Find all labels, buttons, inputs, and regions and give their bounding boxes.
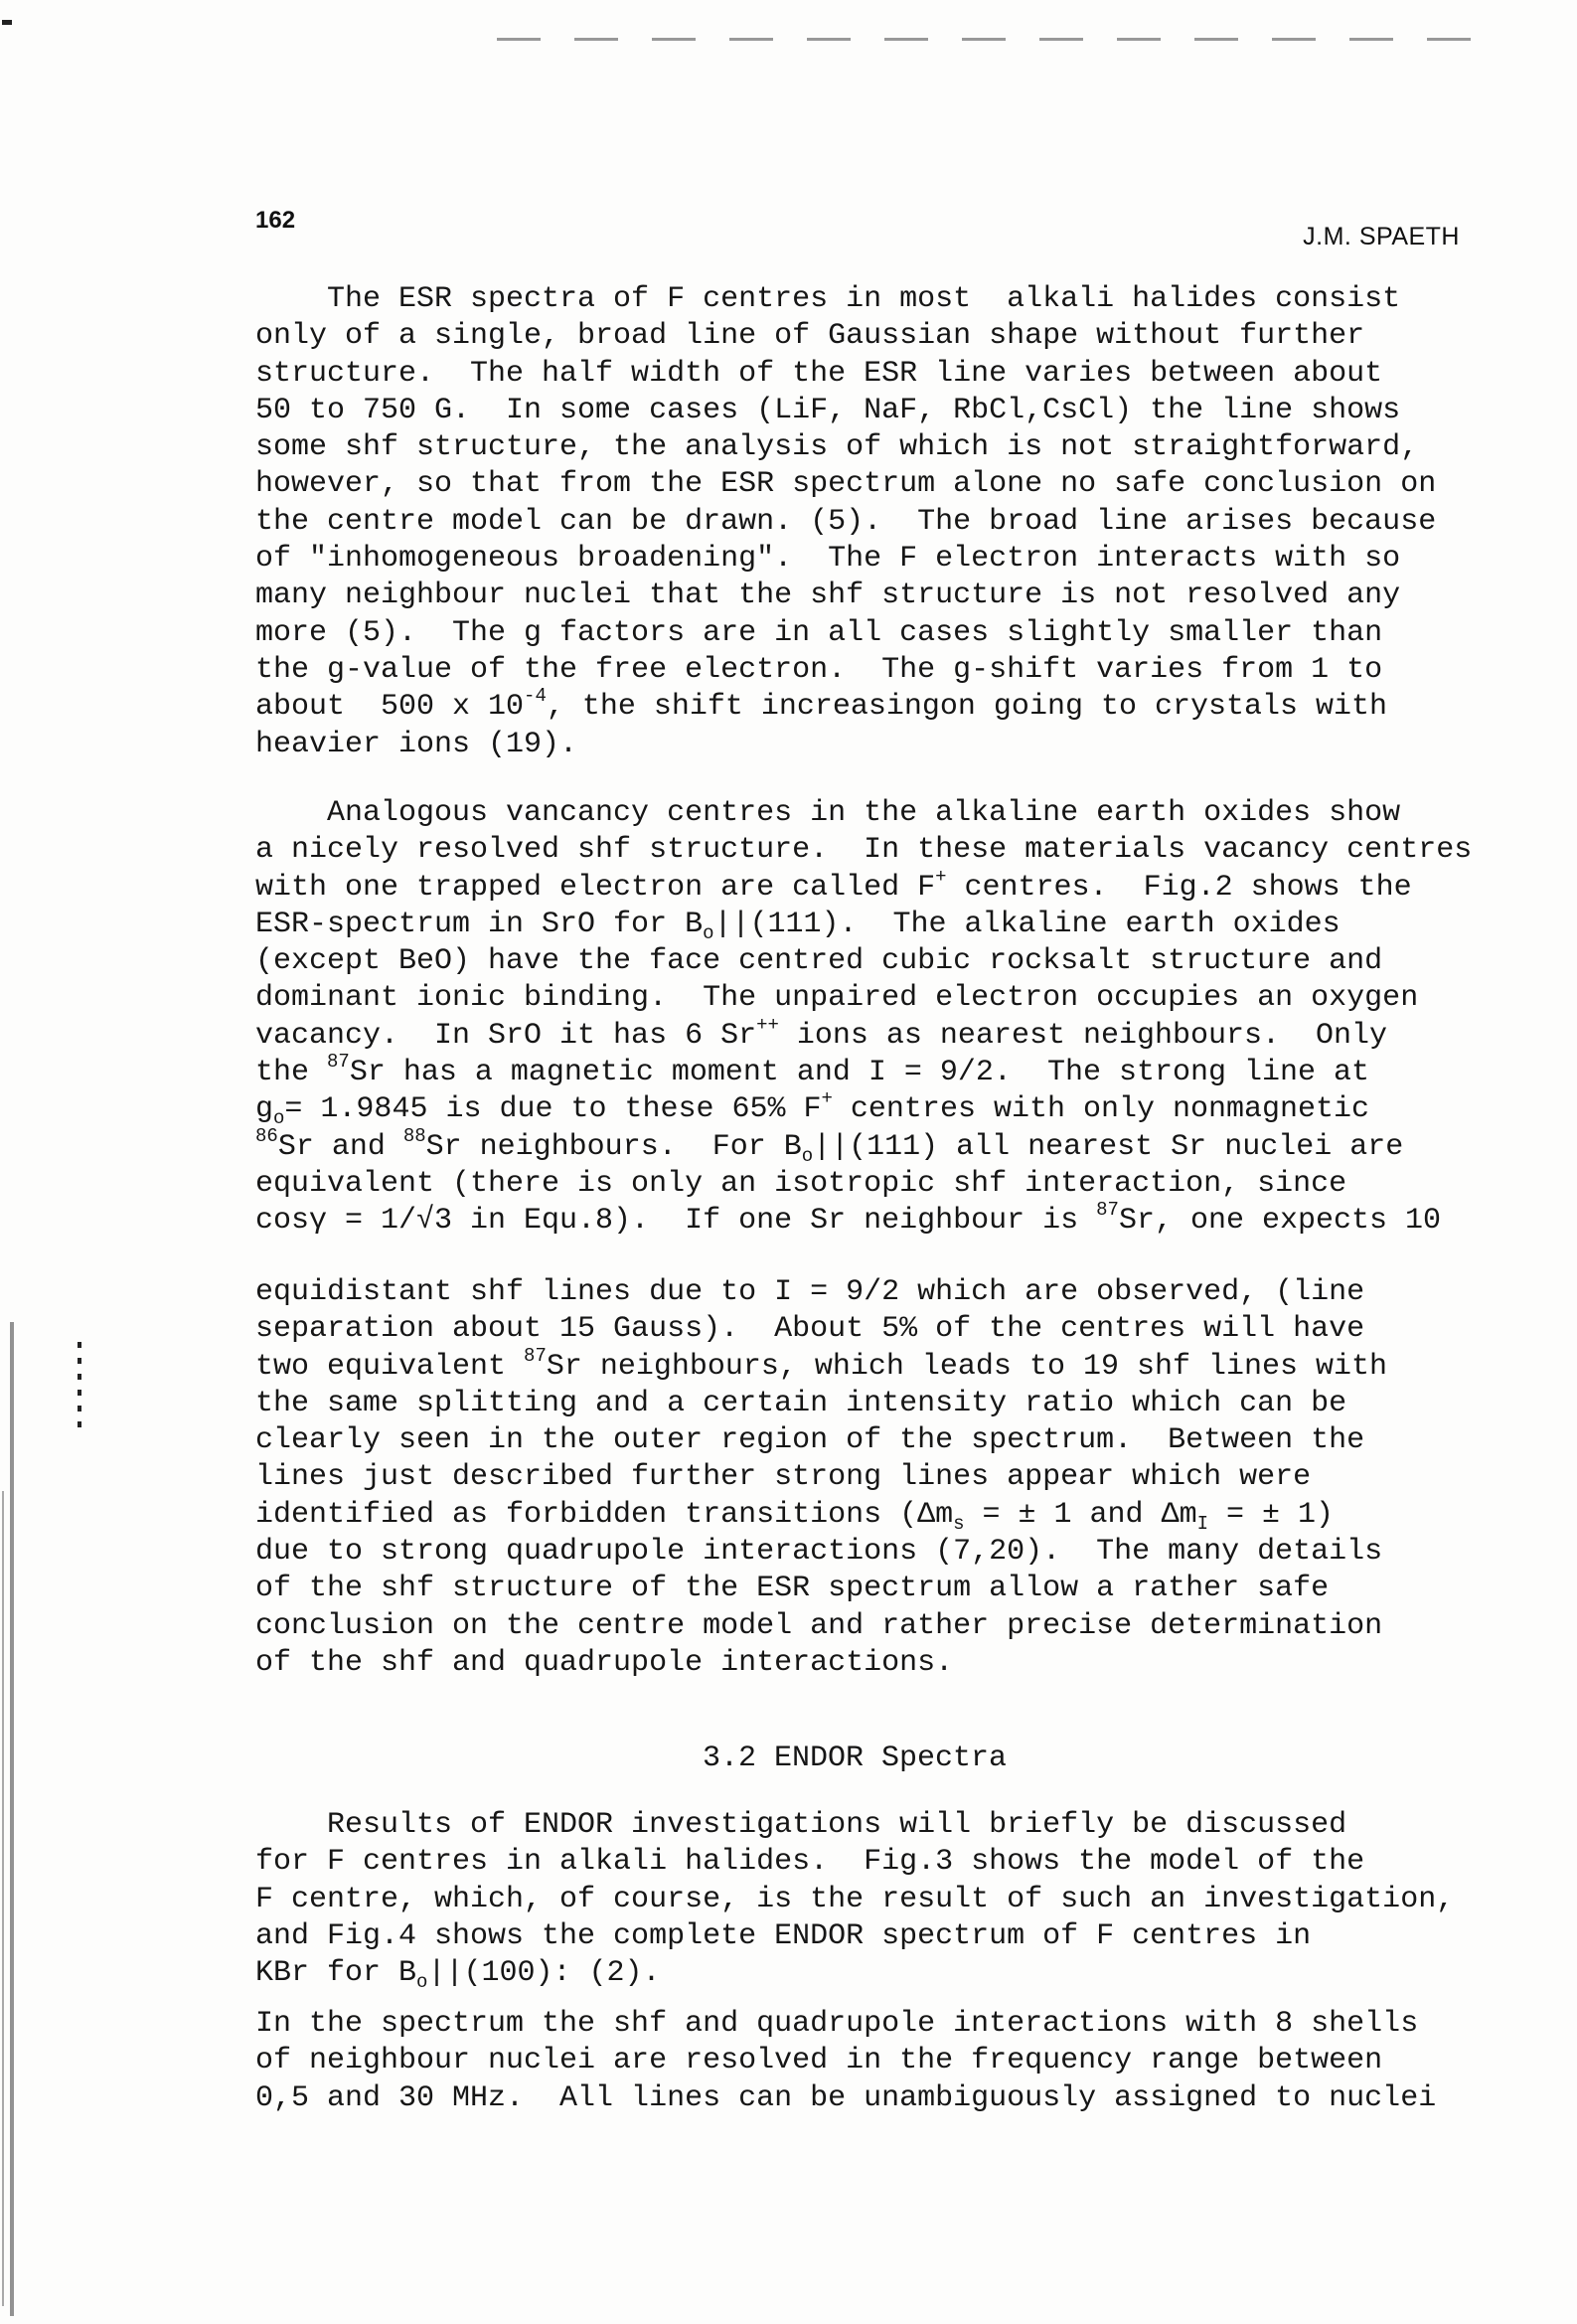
text-line: = ± 1) <box>1207 1497 1335 1532</box>
text-line: vacancy. In SrO it has 6 Sr <box>255 1018 757 1053</box>
subscript: s <box>953 1512 965 1535</box>
paragraph-shf-lines <box>255 1274 1488 1682</box>
text-line: structure. The half width of the ESR line varies between about <box>255 356 1383 391</box>
page-number: 162 <box>255 207 296 234</box>
text-line: 50 to 750 G. In some cases (LiF, NaF, RbCl,CsCl) the line shows <box>255 393 1401 427</box>
scan-artifact-margin-mark <box>78 1342 81 1431</box>
text-line: g <box>255 1092 274 1127</box>
text-line: cosγ = 1/√3 in Equ.8). If one Sr neighbour is <box>255 1204 1097 1239</box>
paragraph-endor-results <box>255 1807 1488 1992</box>
text-line: 0,5 and 30 MHz. All lines can be unambiguously assigned to nuclei <box>255 2080 1437 2115</box>
text-line: a nicely resolved shf structure. In these materials vacancy centres <box>255 833 1473 868</box>
subscript: o <box>416 1971 428 1994</box>
section-heading: 3.2 ENDOR Spectra <box>703 1742 1008 1775</box>
text-line: ||(111) all nearest Sr nuclei are <box>813 1129 1404 1164</box>
text-line: ||(100): (2). <box>427 1956 661 1991</box>
text-line: conclusion on the centre model and rather precise determination <box>255 1608 1383 1643</box>
text-line: due to strong quadrupole interactions (7,20). The many details <box>255 1535 1383 1570</box>
text-line: , the shift increasingon going to crystals with <box>546 690 1387 725</box>
running-head: J.M. SPAETH <box>1303 223 1460 250</box>
text-line: separation about 15 Gauss). About 5% of the centres will have <box>255 1312 1365 1347</box>
scan-artifact-mark <box>2 20 12 25</box>
text-line: of neighbour nuclei are resolved in the frequency range between <box>255 2044 1383 2078</box>
text-line: = 1.9845 is due to these 65% F <box>284 1092 822 1127</box>
text-line: equidistant shf lines due to I = 9/2 which are observed, (line <box>255 1275 1365 1309</box>
text-line: the <box>255 1056 328 1090</box>
text-line: of the shf and quadrupole interactions. <box>255 1645 954 1680</box>
paragraph-esr-spectra <box>255 281 1488 763</box>
text-line: the same splitting and a certain intensity ratio which can be <box>255 1386 1347 1420</box>
text-line: Sr has a magnetic moment and I = 9/2. The strong line at <box>349 1056 1369 1090</box>
text-line: of "inhomogeneous broadening". The F electron interacts with so <box>255 542 1401 577</box>
subscript: o <box>703 921 714 944</box>
text-line: Sr and <box>277 1129 403 1164</box>
text-line: In the spectrum the shf and quadrupole interactions with 8 shells <box>255 2007 1419 2041</box>
superscript: -4 <box>524 685 547 708</box>
text-line: the centre model can be drawn. (5). The broad line arises because <box>255 504 1437 539</box>
text-line: equivalent (there is only an isotropic shf interaction, since <box>255 1166 1347 1201</box>
text-line: ions as nearest neighbours. Only <box>778 1018 1388 1053</box>
text-line: identified as forbidden transitions (Δm <box>255 1497 954 1532</box>
scan-artifact-dashes <box>497 38 1491 41</box>
text-line: Sr, one expects 10 <box>1118 1204 1442 1239</box>
text-line: many neighbour nuclei that the shf structure is not resolved any <box>255 579 1401 613</box>
subscript: o <box>801 1144 814 1167</box>
page-header <box>255 207 1460 250</box>
text-line: more (5). The g factors are in all cases slightly smaller than <box>255 615 1383 650</box>
text-line: Sr neighbours, which leads to 19 shf lines with <box>546 1349 1387 1384</box>
text-line: ESR-spectrum in SrO for B <box>255 907 704 941</box>
superscript: 87 <box>1096 1199 1119 1222</box>
text-line: about 500 x 10 <box>255 690 525 725</box>
superscript: 86 <box>255 1124 278 1147</box>
text-line: Results of ENDOR investigations will briefly be discussed <box>255 1808 1347 1842</box>
text-line: Sr neighbours. For B <box>425 1129 802 1164</box>
text-line: The ESR spectra of F centres in most alkali halides consist <box>255 282 1401 316</box>
subscript: I <box>1196 1512 1208 1535</box>
superscript: 87 <box>327 1051 350 1074</box>
text-line: some shf structure, the analysis of which is not straightforward, <box>255 430 1419 465</box>
superscript: ++ <box>756 1013 779 1036</box>
superscript: + <box>821 1087 833 1110</box>
text-line: KBr for B <box>255 1956 417 1991</box>
text-line: heavier ions (19). <box>255 727 578 761</box>
subscript: o <box>273 1107 285 1130</box>
text-line: with one trapped electron are called F <box>255 870 936 905</box>
text-line: two equivalent <box>255 1349 525 1384</box>
superscript: 88 <box>402 1124 426 1147</box>
text-line: of the shf structure of the ESR spectrum allow a rather safe <box>255 1572 1330 1606</box>
text-line: lines just described further strong lines appear which were <box>255 1460 1312 1495</box>
text-line: centres. Fig.2 shows the <box>946 870 1412 905</box>
text-line: only of a single, broad line of Gaussian shape without further <box>255 319 1365 354</box>
scan-artifact-left-edge-2 <box>2 1491 4 2306</box>
text-line: however, so that from the ESR spectrum alone no safe conclusion on <box>255 467 1437 502</box>
paragraph-vacancy-centres <box>255 795 1488 1241</box>
paragraph-endor-spectrum <box>255 2006 1488 2117</box>
text-line: and Fig.4 shows the complete ENDOR spectrum of F centres in <box>255 1918 1312 1953</box>
text-line: Analogous vancancy centres in the alkaline earth oxides show <box>255 796 1401 830</box>
scan-artifact-left-edge <box>10 1322 14 2316</box>
superscript: + <box>935 865 947 888</box>
text-line: clearly seen in the outer region of the spectrum. Between the <box>255 1423 1365 1458</box>
text-line: ||(111). The alkaline earth oxides <box>713 907 1340 941</box>
text-line: (except BeO) have the face centred cubic rocksalt structure and <box>255 944 1383 979</box>
superscript: 87 <box>524 1344 547 1367</box>
text-line: for F centres in alkali halides. Fig.3 shows the model of the <box>255 1845 1365 1880</box>
text-line: = ± 1 and Δm <box>964 1497 1197 1532</box>
text-line: centres with only nonmagnetic <box>832 1092 1370 1127</box>
text-line: dominant ionic binding. The unpaired electron occupies an oxygen <box>255 981 1419 1016</box>
text-line: the g-value of the free electron. The g-shift varies from 1 to <box>255 652 1383 687</box>
text-line: F centre, which, of course, is the result of such an investigation, <box>255 1882 1455 1916</box>
